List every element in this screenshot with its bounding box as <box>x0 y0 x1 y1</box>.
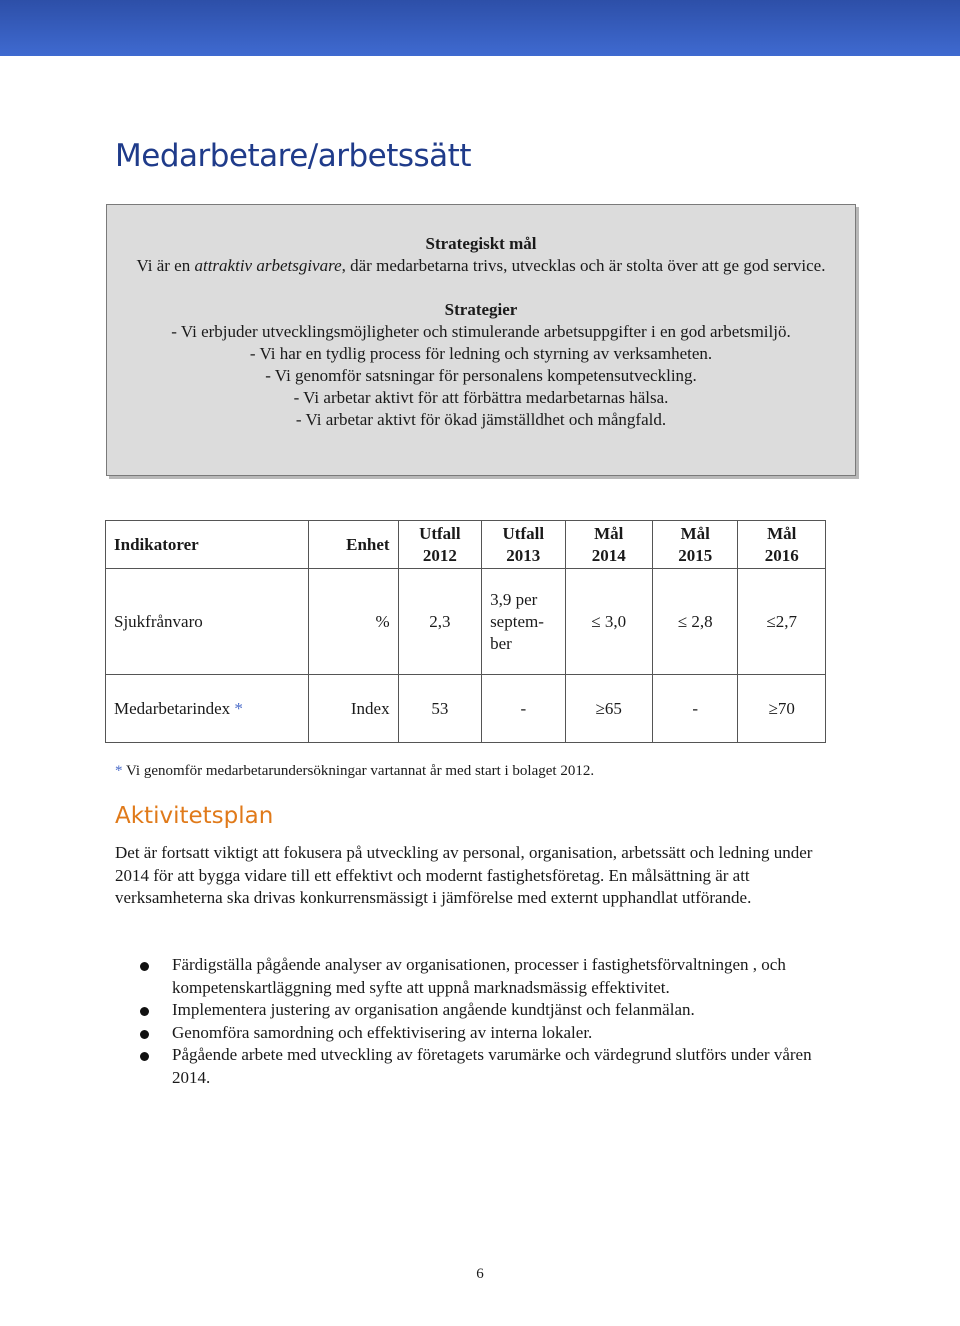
bullet-icon <box>140 1007 149 1016</box>
action-list <box>115 954 845 1089</box>
header-year: 2014 <box>591 545 626 565</box>
strategy-item: - Vi arbetar aktivt för att förbättra medarbetarnas hälsa. <box>293 388 669 407</box>
list-item-text: Genomföra samordning och effektivisering av interna lokaler. <box>172 1022 593 1042</box>
header-year: 2013 <box>506 545 541 565</box>
list-item-text: Färdigställa pågående analyser av organisationen, processer i fastighetsförvaltningen , och kompetenskartläggning med syfte att uppnå marknadsmässig effektivitet. <box>172 955 786 997</box>
header-label: Mål <box>680 523 710 543</box>
list-item <box>115 999 845 1022</box>
cell-line: septem- <box>490 611 544 631</box>
cell-utfall-2012: 53 <box>398 675 481 743</box>
bullet-icon <box>140 1030 149 1039</box>
cell-mal-2014: ≥65 <box>565 675 652 743</box>
header-utfall-2012 <box>398 521 481 569</box>
footnote-asterisk: * <box>115 763 123 779</box>
body-paragraph: Det är fortsatt viktigt att fokusera på utveckling av personal, organisation, arbetssätt och ledning under 2014 för att bygga vidare till ett effektivt och modernt fastighetsföretag. En målsättning är att verksamheterna ska drivas konkurrensmässigt i jämförelse med externt upphandlat utförande. <box>115 843 813 907</box>
list-item <box>115 1044 845 1089</box>
footnote-text: Vi genomför medarbetarundersökningar vartannat år med start i bolaget 2012. <box>122 763 595 779</box>
cell-indicator <box>106 675 309 743</box>
strategy-item: - Vi genomför satsningar för personalens kompetensutveckling. <box>265 366 697 385</box>
goal-heading: Strategiskt mål <box>425 234 537 253</box>
indicator-label: Medarbetarindex <box>114 698 231 718</box>
header-unit: Enhet <box>309 521 398 569</box>
header-label: Utfall <box>502 523 545 543</box>
header-mal-2015 <box>653 521 738 569</box>
strategy-item: - Vi erbjuder utvecklingsmöjligheter och stimulerande arbetsuppgifter i en god arbetsmiljö. <box>171 322 791 341</box>
goal-text-suffix: , där medarbetarna trivs, utvecklas och är stolta över att ge god service. <box>341 256 826 275</box>
footnote <box>115 763 594 780</box>
strategies-heading: Strategier <box>444 300 518 319</box>
list-item-text: Pågående arbete med utveckling av företagets varumärke och värdegrund slutförs under våren 2014. <box>172 1045 812 1087</box>
bullet-icon <box>140 1052 149 1061</box>
strategy-box <box>106 204 856 476</box>
header-bar <box>0 0 960 56</box>
cell-mal-2015: ≤ 2,8 <box>653 569 738 675</box>
header-mal-2016 <box>738 521 826 569</box>
cell-mal-2016: ≤2,7 <box>738 569 826 675</box>
strategy-item: - Vi har en tydlig process för ledning och styrning av verksamheten. <box>249 344 713 363</box>
header-year: 2016 <box>764 545 799 565</box>
goal-text-prefix: Vi är en <box>136 256 195 275</box>
cell-line: 3,9 per <box>490 589 538 609</box>
header-year: 2015 <box>678 545 713 565</box>
cell-mal-2015: - <box>653 675 738 743</box>
header-year: 2012 <box>422 545 457 565</box>
section-title: Aktivitetsplan <box>115 803 274 829</box>
cell-unit: % <box>309 569 398 675</box>
cell-mal-2016: ≥70 <box>738 675 826 743</box>
cell-unit: Index <box>309 675 398 743</box>
cell-utfall-2012: 2,3 <box>398 569 481 675</box>
bullet-icon <box>140 962 149 971</box>
page-title: Medarbetare/arbetssätt <box>115 138 471 174</box>
asterisk-marker: * <box>234 698 243 718</box>
cell-mal-2014: ≤ 3,0 <box>565 569 652 675</box>
header-mal-2014 <box>565 521 652 569</box>
header-label: Mål <box>767 523 797 543</box>
list-item-text: Implementera justering av organisation angående kundtjänst och felanmälan. <box>172 1000 695 1019</box>
cell-indicator: Sjukfrånvaro <box>106 569 309 675</box>
cell-line: ber <box>490 633 512 653</box>
goal-text <box>107 255 855 277</box>
table-row <box>106 675 826 743</box>
header-label: Mål <box>594 523 624 543</box>
header-label: Utfall <box>419 523 461 543</box>
table-header-row <box>106 521 826 569</box>
header-utfall-2013 <box>482 521 565 569</box>
cell-utfall-2013: - <box>482 675 565 743</box>
list-item <box>115 1022 845 1045</box>
cell-utfall-2013 <box>482 569 565 675</box>
table-row <box>106 569 826 675</box>
list-item <box>115 954 845 999</box>
strategy-item: - Vi arbetar aktivt för ökad jämställdhet och mångfald. <box>295 410 667 429</box>
page-number: 6 <box>476 1266 484 1282</box>
indicator-table <box>105 520 826 743</box>
goal-text-emphasis: attraktiv arbetsgivare <box>194 256 342 275</box>
header-indicator: Indikatorer <box>106 521 309 569</box>
